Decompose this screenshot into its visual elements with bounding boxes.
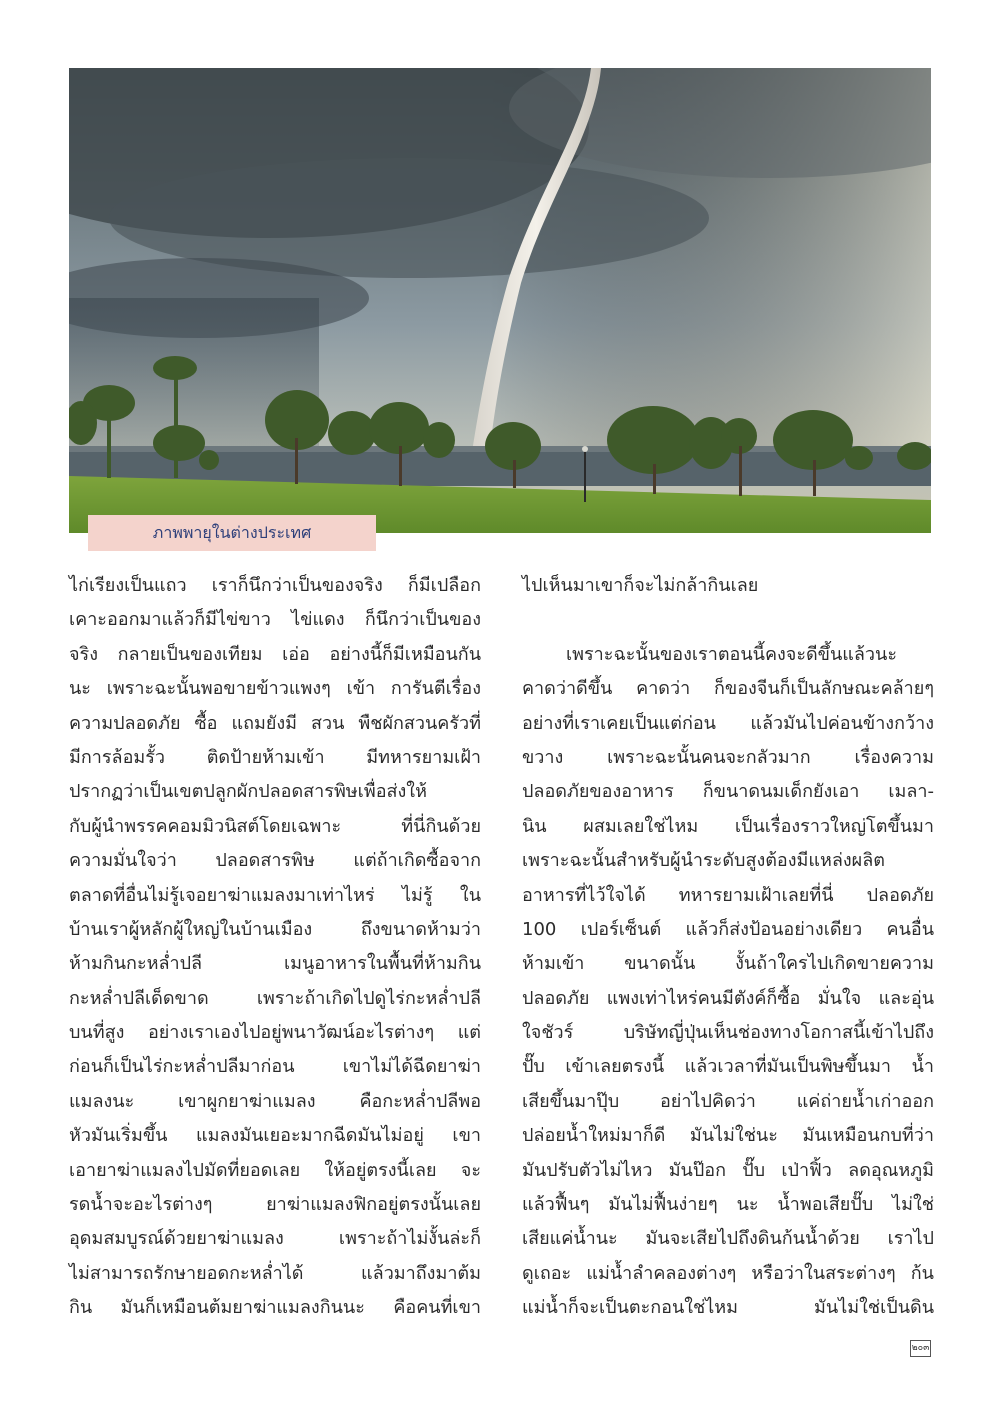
paragraph-line: เสียแค่น้ำนะ มันจะเสียไปถึงดินก้นน้ำด้วย เราไป — [522, 1228, 934, 1250]
paragraph-line: ปลอดภัย แพงเท่าไหร่คนมีตังค์ก็ซื้อ มั่นใจ และอุ่น — [522, 987, 934, 1009]
paragraph-line: เอายาฆ่าแมลงไปมัดที่ยอดเลย ให้อยู่ตรงนี้เลย จะ — [69, 1159, 481, 1181]
storm-scene-image — [69, 68, 931, 533]
paragraph-line: ห้ามกินกะหล่ำปลี เมนูอาหารในพื้นที่ห้ามกิน — [69, 953, 481, 975]
paragraph-line: เพราะฉะนั้นสำหรับผู้นำระดับสูงต้องมีแหล่งผลิต — [522, 850, 885, 872]
paragraph-line: ปล่อยน้ำใหม่มาก็ดี มันไม่ใช่นะ มันเหมือนกบที่ว่า — [522, 1125, 934, 1147]
paragraph-line: มีการล้อมรั้ว ติดป้ายห้ามเข้า มีทหารยามเฝ้า — [69, 746, 481, 768]
paragraph-line: เคาะออกมาแล้วก็มีไข่ขาว ไข่แดง ก็นึกว่าเป็นของ — [69, 609, 481, 631]
paragraph-line: อาหารที่ไว้ใจได้ ทหารยามเฝ้าเลยที่นี่ ปลอดภัย — [522, 884, 934, 906]
left-text-column — [69, 569, 481, 1326]
paragraph-line: ไม่สามารถรักษายอดกะหล่ำได้ แล้วมาถึงมาต้ม — [69, 1262, 481, 1284]
paragraph-line: มันปรับตัวไม่ไหว มันป๊อก ปั๊บ เป่าฟิ้ว ลดอุณหภูมิ — [522, 1159, 934, 1181]
paragraph-line: แล้วฟื้นๆ มันไม่ฟื้นง่ายๆ นะ น้ำพอเสียปั๊บ ไม่ใช่ — [522, 1194, 934, 1216]
paragraph-line: ใจชัวร์ บริษัทญี่ปุ่นเห็นช่องทางโอกาสนี้เข้าไปถึง — [522, 1022, 934, 1044]
paragraph-line: นิน ผสมเลยใช่ไหม เป็นเรื่องราวใหญ่โตขึ้นมา — [522, 815, 934, 837]
paragraph-line: หัวมันเริ่มขึ้น แมลงมันเยอะมากฉีดมันไม่อยู่ เขา — [69, 1125, 481, 1147]
paragraph-line: อย่างที่เราเคยเป็นแต่ก่อน แล้วมันไปค่อนข้างกว้าง — [522, 712, 934, 734]
page-number: ๒๐๓ — [910, 1340, 931, 1357]
paragraph-line: ห้ามเข้า ขนาดนั้น งั้นถ้าใครไปเกิดขายความ — [522, 953, 934, 975]
paragraph-line: ก่อนก็เป็นไร่กะหล่ำปลีมาก่อน เขาไม่ได้ฉีดยาฆ่า — [69, 1056, 481, 1078]
paragraph-line: รดน้ำจะอะไรต่างๆ ยาฆ่าแมลงฟิกอยู่ตรงนั้นเลย — [69, 1194, 481, 1216]
paragraph-line: เสียขึ้นมาปุ๊บ อย่าไปคิดว่า แค่ถ่ายน้ำเก่าออก — [522, 1090, 934, 1112]
photo-caption: ภาพพายุในต่างประเทศ — [88, 515, 376, 551]
paragraph-line: แมลงนะ เขาผูกยาฆ่าแมลง คือกะหล่ำปลีพอ — [69, 1090, 481, 1112]
paragraph-line: ไก่เรียงเป็นแถว เราก็นึกว่าเป็นของจริง ก็มีเปลือก — [69, 575, 481, 596]
paragraph-line: แม่น้ำก็จะเป็นตะกอนใช่ไหม มันไม่ใช่เป็นดิน — [522, 1297, 934, 1319]
paragraph-line: ขวาง เพราะฉะนั้นคนจะกลัวมาก เรื่องความ — [522, 746, 934, 768]
paragraph-line: ความปลอดภัย ซื้อ แถมยังมี สวน พืชผักสวนครัวที่ — [69, 712, 481, 734]
paragraph-line: อุดมสมบูรณ์ด้วยยาฆ่าแมลง เพราะถ้าไม่งั้นล่ะก็ — [69, 1228, 481, 1250]
paragraph-line: กับผู้นำพรรคคอมมิวนิสต์โดยเฉพาะ ที่นี่กินด้วย — [69, 815, 481, 837]
paragraph-line: ปั๊บ เข้าเลยตรงนี้ แล้วเวลาที่มันเป็นพิษขึ้นมา น้ำ — [522, 1056, 934, 1078]
paragraph-line: กิน มันก็เหมือนต้มยาฆ่าแมลงกินนะ คือคนที่เขา — [69, 1297, 481, 1319]
paragraph-line: ตลาดที่อื่นไม่รู้เจอยาฆ่าแมลงมาเท่าไหร่ ไม่รู้ ใน — [69, 884, 481, 906]
paragraph-line: บ้านเราผู้หลักผู้ใหญ่ในบ้านเมือง ถึงขนาดห้ามว่า — [69, 918, 481, 940]
paragraph-line: นะ เพราะฉะนั้นพอขายข้าวแพงๆ เข้า การันตีเรื่อง — [69, 678, 481, 700]
paragraph-line: กะหล่ำปลีเด็ดขาด เพราะถ้าเกิดไปดูไร่กะหล่ำปลี — [69, 987, 481, 1009]
paragraph-line: บนที่สูง อย่างเราเองไปอยู่พนาวัฒน์อะไรต่างๆ แต่ — [69, 1022, 481, 1044]
paragraph-line: จริง กลายเป็นของเทียม เอ่อ อย่างนี้ก็มีเหมือนกัน — [69, 643, 481, 665]
paragraph-line: เพราะฉะนั้นของเราตอนนี้คงจะดีขึ้นแล้วนะ — [566, 643, 897, 665]
paragraph-line: ไปเห็นมาเขาก็จะไม่กล้ากินเลย — [522, 575, 759, 596]
paragraph-line: ปรากฏว่าเป็นเขตปลูกผักปลอดสารพิษเพื่อส่งให้ — [69, 781, 427, 803]
tornado-photo — [69, 68, 931, 533]
paragraph-line: 100 เปอร์เซ็นต์ แล้วก็ส่งป้อนอย่างเดียว คนอื่น — [522, 918, 934, 940]
right-text-column — [522, 569, 934, 1326]
paragraph-line: ดูเถอะ แม่น้ำลำคลองต่างๆ หรือว่าในสระต่างๆ ก้น — [522, 1262, 934, 1284]
paragraph-line: ปลอดภัยของอาหาร ก็ขนาดนมเด็กยังเอา เมลา- — [522, 781, 934, 803]
paragraph-line: คาดว่าดีขึ้น คาดว่า ก็ของจีนก็เป็นลักษณะคล้ายๆ — [522, 678, 934, 700]
paragraph-line: ความมั่นใจว่า ปลอดสารพิษ แต่ถ้าเกิดซื้อจาก — [69, 850, 481, 872]
paragraph-gap — [522, 603, 934, 637]
